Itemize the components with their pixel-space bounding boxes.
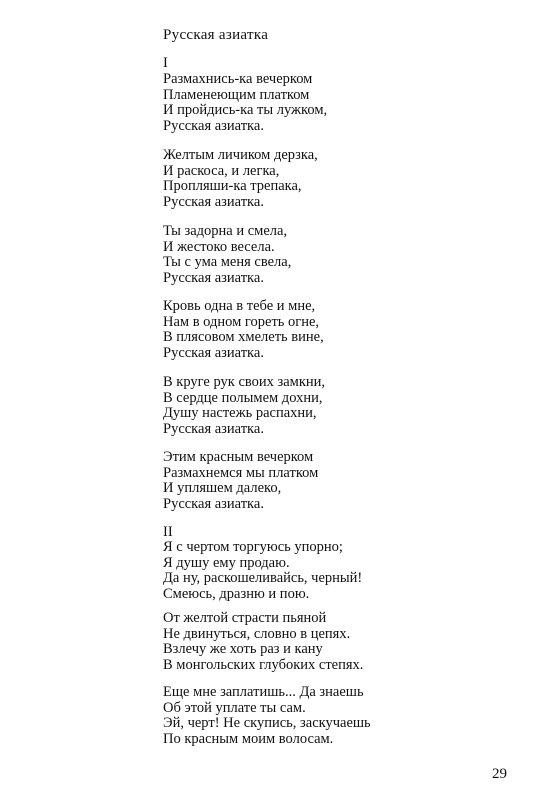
verse-line: В монгольских глубоких степях. bbox=[163, 656, 364, 673]
verse-line: Русская азиатка. bbox=[163, 344, 264, 361]
verse-line: Пламенеющим платком bbox=[163, 86, 310, 103]
verse-line: Кровь одна в тебе и мне, bbox=[163, 298, 316, 314]
section-number-1: I bbox=[163, 55, 168, 71]
verse-line: Еще мне заплатишь... Да знаешь bbox=[163, 684, 364, 700]
stanza-2-2 bbox=[163, 611, 363, 673]
stanza-2-3 bbox=[163, 685, 371, 747]
verse-line: Об этой уплате ты сам. bbox=[163, 699, 306, 716]
stanza-1-3 bbox=[163, 224, 291, 286]
stanza-2-1 bbox=[163, 540, 362, 602]
verse-line: Да ну, раскошеливайсь, черный! bbox=[163, 570, 363, 587]
stanza-1-2 bbox=[163, 148, 318, 210]
stanza-1-1 bbox=[163, 72, 327, 134]
verse-line: Желтым личиком дерзка, bbox=[163, 147, 318, 163]
verse-line: Я душу ему продаю. bbox=[163, 554, 290, 571]
verse-line: От желтой страсти пьяной bbox=[163, 610, 327, 626]
verse-line: И раскоса, и легка, bbox=[163, 162, 280, 179]
stanza-1-6 bbox=[163, 450, 318, 512]
verse-line: Русская азиатка. bbox=[163, 420, 264, 437]
verse-line: Я с чертом торгуюсь упорно; bbox=[163, 539, 343, 555]
verse-line: Эй, черт! Не скупись, заскучаешь bbox=[163, 715, 371, 732]
verse-line: Смеюсь, дразню и пою. bbox=[163, 585, 310, 602]
stanza-1-5 bbox=[163, 375, 325, 437]
verse-line: Ты с ума меня свела, bbox=[163, 254, 292, 271]
section-number-2: II bbox=[163, 524, 173, 540]
stanza-1-4 bbox=[163, 299, 324, 361]
verse-line: И жестоко весела. bbox=[163, 238, 275, 255]
verse-line: В плясовом хмелеть вине, bbox=[163, 329, 324, 346]
verse-line: Нам в одном гореть огне, bbox=[163, 313, 320, 330]
verse-line: В круге рук своих замкни, bbox=[163, 374, 326, 390]
verse-line: Размахнись-ка вечерком bbox=[163, 71, 313, 87]
verse-line: И упляшем далеко, bbox=[163, 480, 282, 497]
poem-title: Русская азиатка bbox=[163, 27, 269, 43]
verse-line: Взлечу же хоть раз и кану bbox=[163, 641, 323, 658]
verse-line: По красным моим волосам. bbox=[163, 730, 334, 747]
verse-line: Пропляши-ка трепака, bbox=[163, 178, 302, 195]
page-number: 29 bbox=[492, 766, 507, 782]
verse-line: Этим красным вечерком bbox=[163, 449, 314, 465]
verse-line: И пройдись-ка ты лужком, bbox=[163, 102, 328, 119]
verse-line: Русская азиатка. bbox=[163, 193, 264, 210]
verse-line: Русская азиатка. bbox=[163, 117, 264, 134]
verse-line: Русская азиатка. bbox=[163, 269, 264, 286]
verse-line: В сердце полымем дохни, bbox=[163, 389, 323, 406]
verse-line: Ты задорна и смела, bbox=[163, 223, 288, 239]
verse-line: Русская азиатка. bbox=[163, 495, 264, 512]
verse-line: Не двинуться, словно в цепях. bbox=[163, 625, 351, 642]
verse-line: Душу настежь распахни, bbox=[163, 405, 317, 422]
verse-line: Размахнемся мы платком bbox=[163, 464, 319, 481]
